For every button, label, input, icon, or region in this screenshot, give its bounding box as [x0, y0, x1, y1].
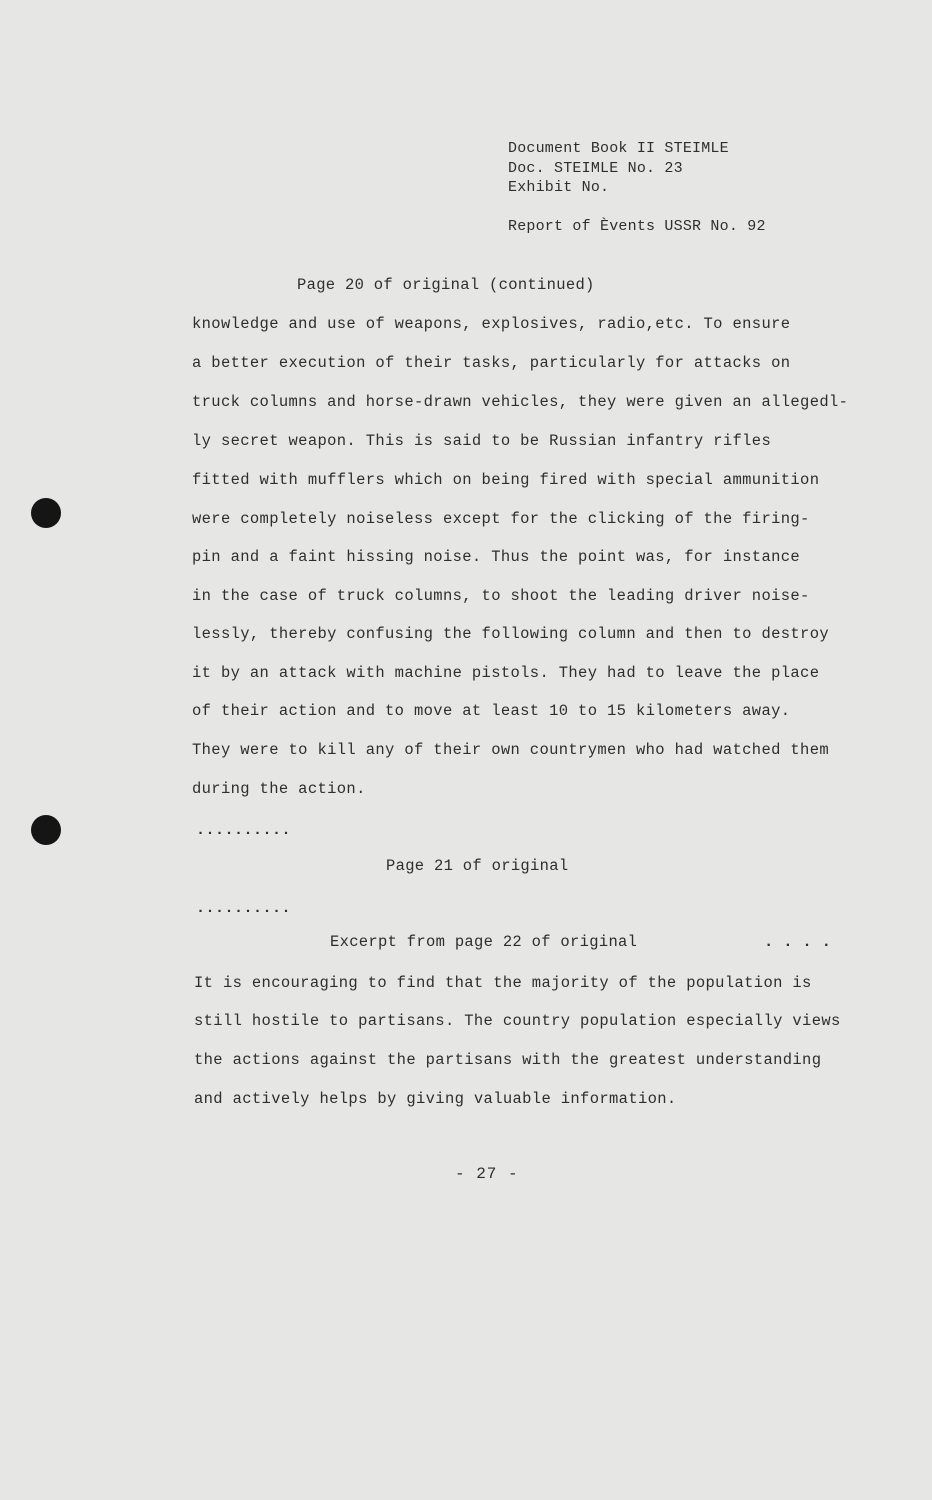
text-line: and actively helps by giving valuable information.: [194, 1090, 677, 1108]
text-line: during the action.: [192, 780, 366, 798]
page-number: - 27 -: [455, 1165, 519, 1183]
header-doc-number: Doc. STEIMLE No. 23: [508, 159, 683, 177]
text-line: ly secret weapon. This is said to be Russian infantry rifles: [192, 432, 772, 450]
trailing-dots: . . . .: [764, 933, 832, 951]
text-line: They were to kill any of their own countrymen who had watched them: [192, 741, 829, 759]
separator-dots: ..........: [196, 822, 292, 839]
text-line: the actions against the partisans with the greatest understanding: [194, 1051, 822, 1069]
punch-hole: [31, 815, 61, 845]
text-line: still hostile to partisans. The country population especially views: [194, 1012, 841, 1030]
text-line: knowledge and use of weapons, explosives, radio,etc. To ensure: [192, 315, 791, 333]
section-heading-page-20: Page 20 of original (continued): [297, 276, 595, 294]
text-line: fitted with mufflers which on being fired with special ammunition: [192, 471, 820, 489]
text-line: It is encouraging to find that the majority of the population is: [194, 974, 812, 992]
punch-hole: [31, 498, 61, 528]
section-heading-page-21: Page 21 of original: [386, 857, 569, 875]
header-exhibit: Exhibit No.: [508, 179, 610, 196]
text-line: lessly, thereby confusing the following column and then to destroy: [192, 625, 829, 643]
text-line: pin and a faint hissing noise. Thus the point was, for instance: [192, 548, 801, 566]
section-heading-page-22: Excerpt from page 22 of original: [330, 933, 638, 951]
document-header: [508, 139, 766, 236]
text-line: were completely noiseless except for the clicking of the firing-: [192, 510, 810, 528]
text-line: truck columns and horse-drawn vehicles, they were given an allegedl-: [192, 393, 849, 411]
text-line: a better execution of their tasks, particularly for attacks on: [192, 354, 791, 372]
separator-dots: ..........: [196, 900, 292, 917]
text-line: in the case of truck columns, to shoot the leading driver noise-: [192, 587, 810, 605]
header-document-book: Document Book II STEIMLE: [508, 140, 729, 157]
header-report: Report of Èvents USSR No. 92: [508, 217, 766, 235]
text-line: it by an attack with machine pistols. They had to leave the place: [192, 664, 820, 682]
text-line: of their action and to move at least 10 to 15 kilometers away.: [192, 702, 791, 720]
